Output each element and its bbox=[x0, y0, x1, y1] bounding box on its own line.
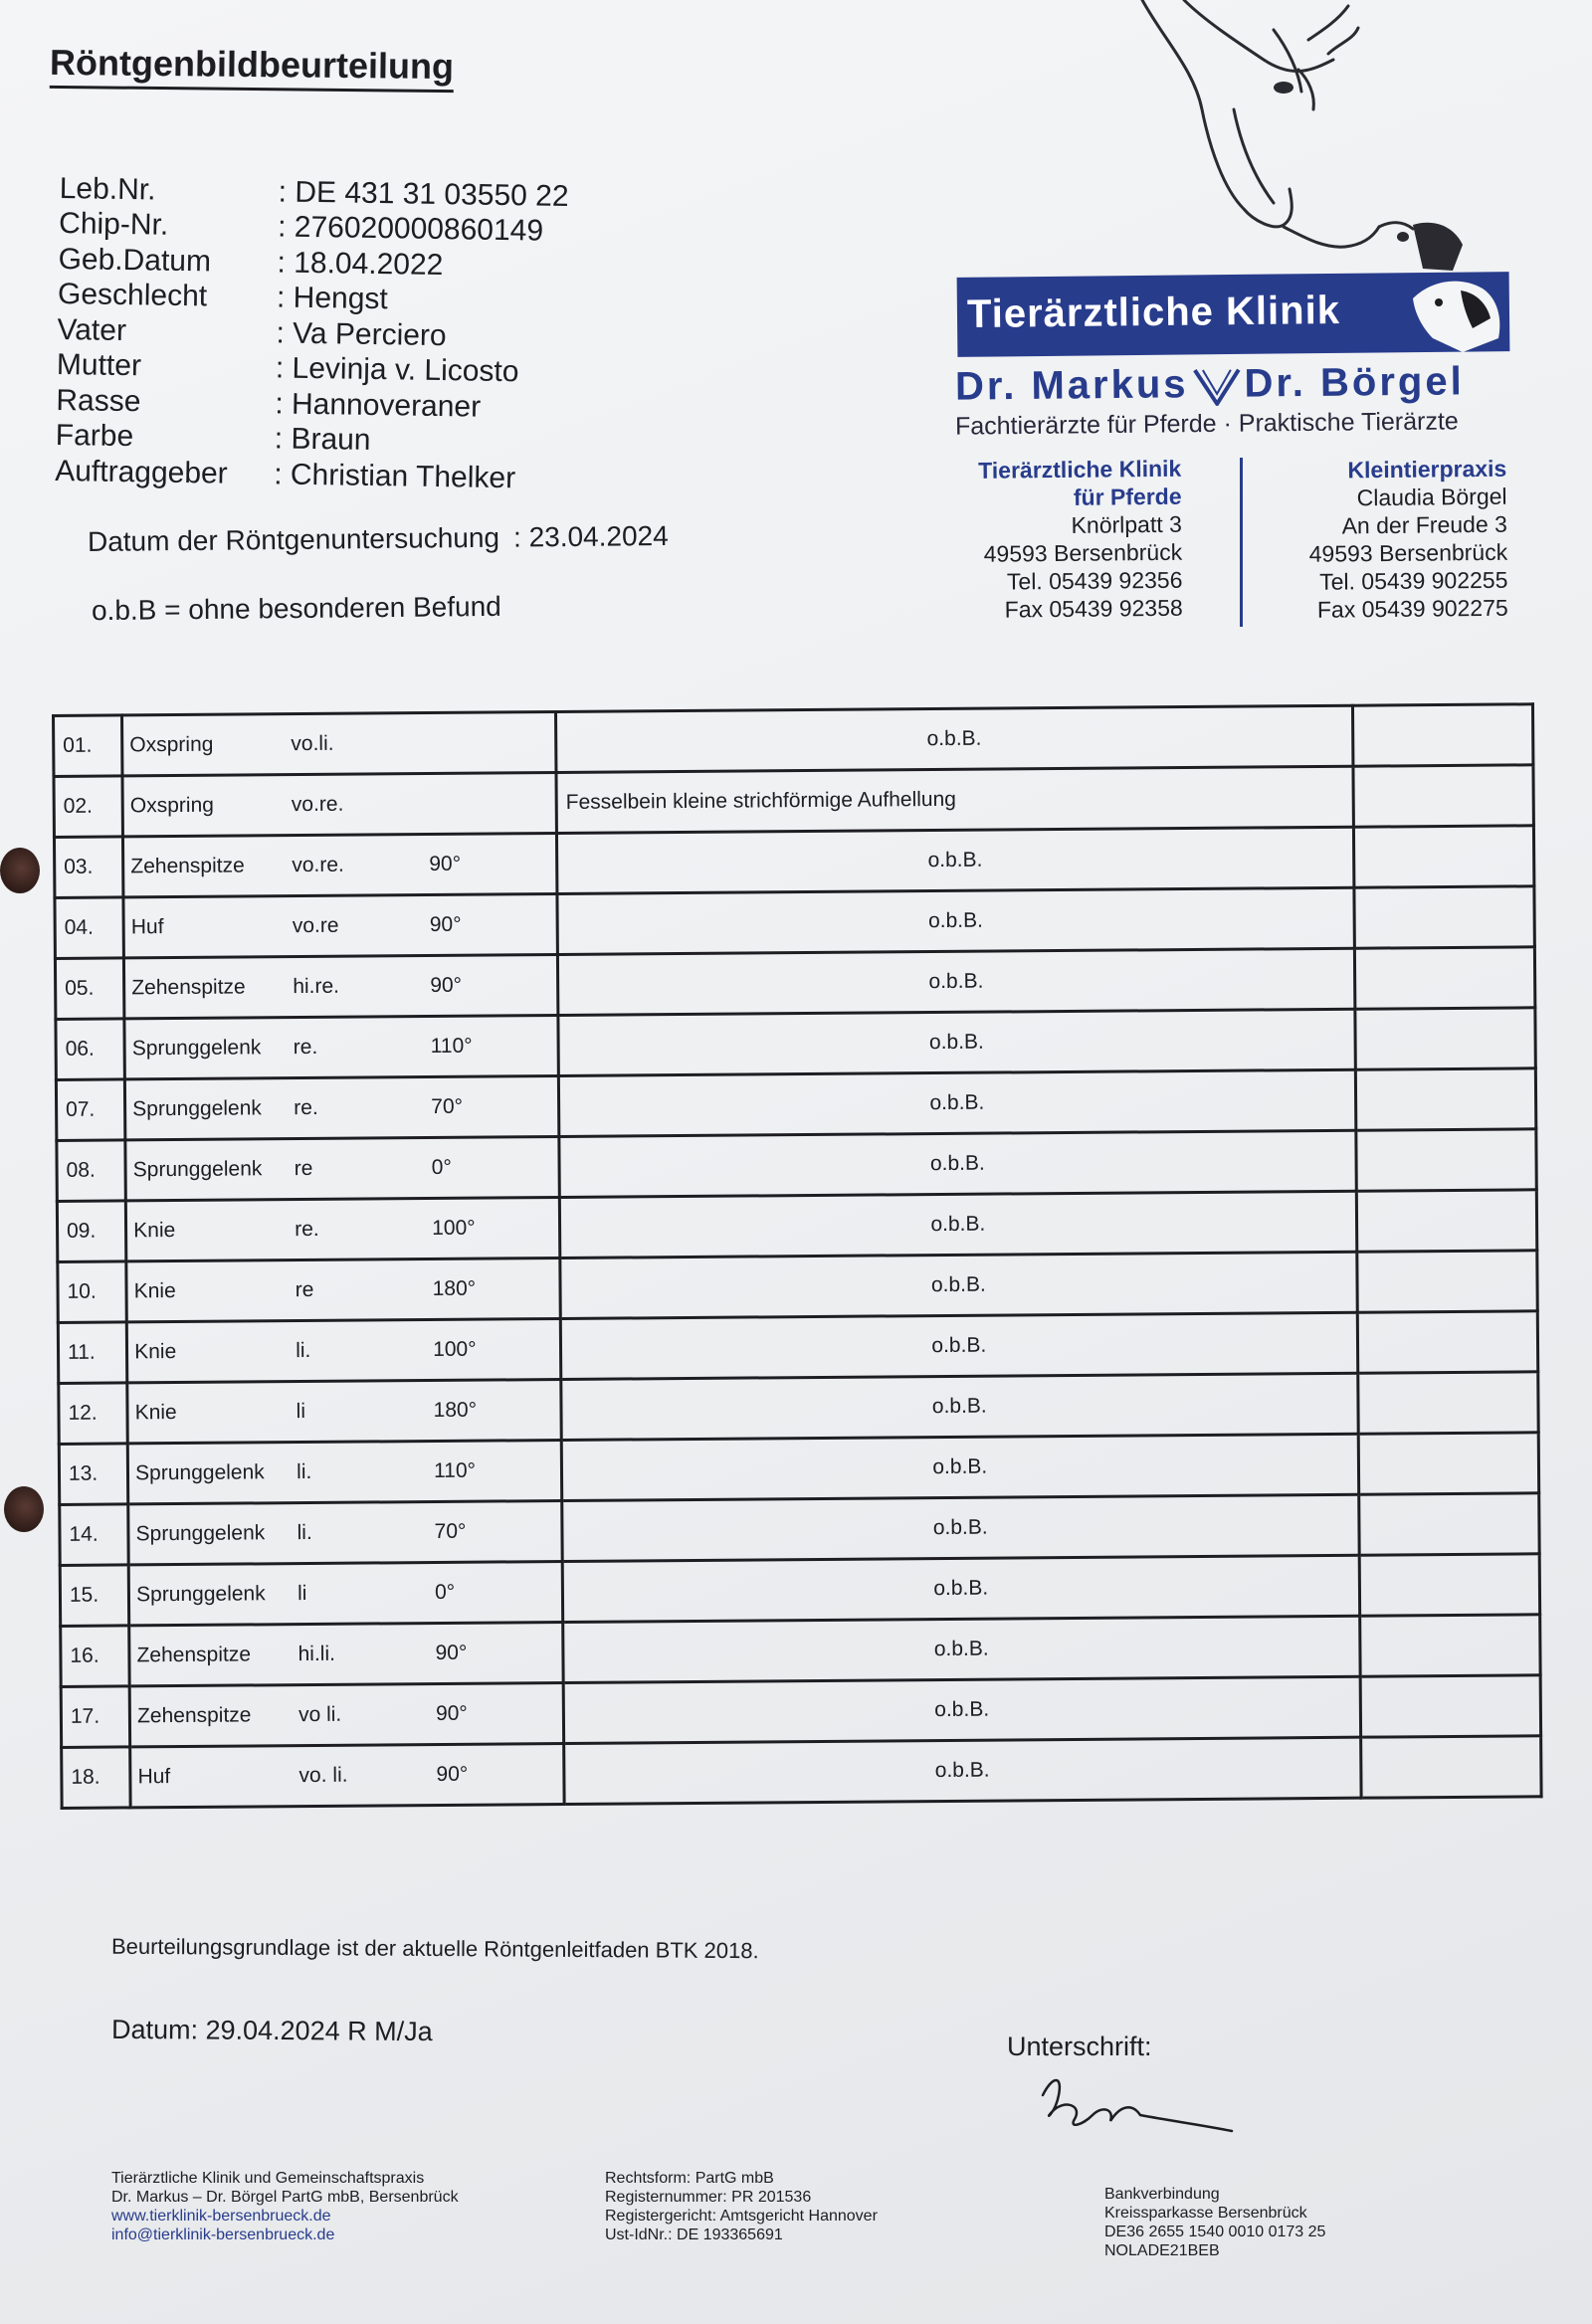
row-description bbox=[129, 1682, 563, 1746]
row-number: 01. bbox=[54, 715, 123, 777]
row-blank-cell bbox=[1360, 1675, 1541, 1737]
row-description bbox=[125, 1076, 559, 1140]
clinic-banner-title: Tierärztliche Klinik bbox=[966, 289, 1341, 336]
info-value: : Braun bbox=[274, 422, 371, 458]
info-value: : Va Perciero bbox=[276, 316, 447, 352]
row-result: o.b.B. bbox=[563, 1616, 1360, 1682]
row-region: Zehenspitze bbox=[131, 975, 246, 1000]
row-region: Huf bbox=[137, 1765, 171, 1789]
row-description bbox=[124, 1016, 558, 1079]
row-number: 03. bbox=[54, 837, 123, 898]
address-phone: Tel. 05439 92356 bbox=[1006, 566, 1183, 595]
row-number: 02. bbox=[54, 776, 123, 838]
row-blank-cell bbox=[1359, 1615, 1540, 1676]
row-side: li. bbox=[296, 1338, 311, 1363]
row-description bbox=[125, 1137, 559, 1201]
row-number: 10. bbox=[58, 1261, 127, 1323]
row-angle: 0° bbox=[434, 1580, 456, 1605]
row-number: 13. bbox=[59, 1444, 128, 1505]
footer-line: Ust-IdNr.: DE 193365691 bbox=[605, 2227, 783, 2243]
info-label: Mutter bbox=[56, 348, 142, 383]
info-label: Geschlecht bbox=[57, 278, 208, 313]
footer-line: DE36 2655 1540 0010 0173 25 bbox=[1104, 2224, 1326, 2240]
row-region: Sprunggelenk bbox=[132, 1096, 262, 1121]
address-street: An der Freude 3 bbox=[1341, 510, 1507, 539]
row-result: o.b.B. bbox=[555, 705, 1352, 772]
row-side: vo li. bbox=[298, 1702, 342, 1727]
footer-line: NOLADE21BEB bbox=[1104, 2242, 1220, 2259]
row-result: o.b.B. bbox=[564, 1737, 1361, 1804]
findings-table-container bbox=[52, 702, 1543, 1810]
row-blank-cell bbox=[1355, 1129, 1536, 1191]
row-description bbox=[128, 1500, 562, 1564]
row-blank-cell bbox=[1358, 1493, 1539, 1555]
row-blank-cell bbox=[1353, 826, 1534, 887]
row-number: 16. bbox=[61, 1626, 130, 1687]
row-blank-cell bbox=[1352, 704, 1533, 766]
row-description bbox=[129, 1622, 563, 1685]
row-region: Sprunggelenk bbox=[135, 1460, 265, 1485]
row-result: o.b.B. bbox=[563, 1676, 1360, 1743]
address-divider bbox=[1240, 458, 1243, 627]
row-description bbox=[122, 712, 556, 776]
row-number: 14. bbox=[60, 1504, 129, 1566]
info-label: Geb.Datum bbox=[58, 242, 212, 279]
row-region: Knie bbox=[133, 1279, 176, 1303]
row-side: re bbox=[295, 1277, 314, 1302]
clinic-specialty: Fachtierärzte für Pferde · Praktische Tierärzte bbox=[954, 407, 1459, 441]
info-value: : 276020000860149 bbox=[277, 210, 544, 248]
row-angle: 90° bbox=[436, 1762, 469, 1786]
row-angle: 110° bbox=[434, 1458, 477, 1483]
assessment-basis: Beurteilungsgrundlage ist der aktuelle Röntgenleitfaden BTK 2018. bbox=[110, 1933, 759, 1964]
info-value: : Christian Thelker bbox=[273, 458, 516, 494]
row-description bbox=[127, 1440, 561, 1503]
row-blank-cell bbox=[1353, 765, 1534, 827]
row-blank-cell bbox=[1356, 1190, 1537, 1252]
info-value: : Levinja v. Licosto bbox=[275, 351, 519, 389]
row-number: 08. bbox=[57, 1140, 126, 1202]
punch-hole bbox=[4, 1486, 44, 1532]
row-blank-cell bbox=[1360, 1736, 1541, 1798]
row-region: Zehenspitze bbox=[136, 1703, 252, 1728]
findings-row bbox=[62, 1736, 1541, 1809]
row-angle: 100° bbox=[432, 1216, 476, 1241]
row-angle bbox=[429, 803, 528, 804]
row-region: Knie bbox=[133, 1219, 176, 1243]
row-region: Oxspring bbox=[129, 793, 214, 818]
row-description bbox=[127, 1380, 561, 1444]
info-value: : 18.04.2022 bbox=[277, 246, 444, 282]
footer-email-link[interactable]: info@tierklinik-bersenbrueck.de bbox=[111, 2227, 335, 2243]
row-angle: 90° bbox=[430, 973, 463, 998]
row-region: Huf bbox=[130, 915, 164, 939]
row-angle: 70° bbox=[434, 1519, 467, 1544]
row-description bbox=[126, 1319, 560, 1383]
row-number: 17. bbox=[61, 1686, 130, 1748]
row-side: re. bbox=[294, 1095, 318, 1120]
row-side: re bbox=[294, 1156, 313, 1181]
address-fax: Fax 05439 92358 bbox=[1004, 594, 1183, 623]
row-side: vo.li. bbox=[291, 731, 334, 756]
row-result: Fesselbein kleine strichförmige Aufhellung bbox=[556, 766, 1353, 833]
document-title: Röntgenbildbeurteilung bbox=[50, 42, 454, 93]
exam-date-label: Datum der Röntgenuntersuchung bbox=[87, 521, 500, 558]
row-angle bbox=[428, 742, 527, 743]
row-result: o.b.B. bbox=[561, 1373, 1358, 1440]
row-description bbox=[125, 1198, 559, 1261]
footer-clinic bbox=[111, 2169, 459, 2244]
doctor-left: Dr. Markus bbox=[954, 362, 1189, 409]
row-result: o.b.B. bbox=[559, 1130, 1356, 1197]
address-city: 49593 Bersenbrück bbox=[983, 538, 1183, 567]
row-angle: 90° bbox=[435, 1701, 468, 1725]
row-number: 12. bbox=[59, 1383, 128, 1445]
row-blank-cell bbox=[1356, 1251, 1537, 1312]
address-name: Claudia Börgel bbox=[1356, 483, 1507, 511]
horse-info-row bbox=[55, 454, 564, 497]
footer-line: Kreissparkasse Bersenbrück bbox=[1104, 2205, 1307, 2222]
info-label: Farbe bbox=[55, 419, 134, 454]
vet-v-logo-icon bbox=[1192, 366, 1240, 407]
info-label: Vater bbox=[57, 312, 127, 347]
row-result: o.b.B. bbox=[556, 827, 1353, 893]
row-description bbox=[123, 834, 557, 897]
footer-line: Registernummer: PR 201536 bbox=[605, 2189, 812, 2206]
row-region: Zehenspitze bbox=[130, 854, 245, 878]
address-phone: Tel. 05439 902255 bbox=[1319, 566, 1508, 595]
row-number: 15. bbox=[60, 1565, 129, 1627]
dog-head-icon bbox=[1403, 269, 1512, 354]
row-blank-cell bbox=[1359, 1554, 1540, 1616]
row-result: o.b.B. bbox=[557, 887, 1354, 954]
footer-line: Rechtsform: PartG mbB bbox=[605, 2170, 774, 2187]
row-blank-cell bbox=[1357, 1372, 1538, 1434]
row-result: o.b.B. bbox=[558, 1069, 1355, 1136]
row-number: 04. bbox=[55, 897, 124, 959]
row-region: Oxspring bbox=[129, 732, 214, 757]
row-result: o.b.B. bbox=[562, 1555, 1359, 1622]
clinic-address-horses bbox=[934, 455, 1183, 625]
row-number: 07. bbox=[56, 1079, 125, 1141]
row-angle: 70° bbox=[431, 1094, 464, 1119]
findings-table bbox=[52, 702, 1543, 1810]
info-label: Chip-Nr. bbox=[58, 207, 169, 242]
row-blank-cell bbox=[1354, 947, 1535, 1009]
row-blank-cell bbox=[1357, 1311, 1538, 1373]
row-side: re. bbox=[293, 1035, 318, 1060]
row-blank-cell bbox=[1354, 886, 1535, 948]
row-side: vo. li. bbox=[298, 1763, 348, 1788]
row-angle: 90° bbox=[435, 1641, 468, 1665]
footer-bank bbox=[1104, 2185, 1325, 2260]
row-side: hi.li. bbox=[298, 1642, 335, 1666]
horse-info bbox=[55, 171, 569, 497]
row-blank-cell bbox=[1355, 1068, 1536, 1130]
row-number: 18. bbox=[62, 1747, 131, 1809]
address-street: Knörlpatt 3 bbox=[1071, 510, 1182, 538]
row-blank-cell bbox=[1354, 1008, 1535, 1069]
row-number: 09. bbox=[57, 1201, 126, 1262]
row-angle: 0° bbox=[431, 1155, 452, 1180]
row-region: Sprunggelenk bbox=[135, 1521, 266, 1546]
footer-website-link[interactable]: www.tierklinik-bersenbrueck.de bbox=[111, 2208, 331, 2225]
row-result: o.b.B. bbox=[558, 1009, 1355, 1075]
row-angle: 100° bbox=[433, 1337, 477, 1362]
row-blank-cell bbox=[1358, 1433, 1539, 1494]
row-description bbox=[124, 955, 558, 1019]
row-side: re. bbox=[295, 1217, 319, 1242]
row-side: hi.re. bbox=[293, 974, 340, 999]
row-side: li. bbox=[297, 1459, 312, 1484]
info-label: Auftraggeber bbox=[55, 454, 228, 490]
row-result: o.b.B. bbox=[559, 1191, 1356, 1258]
row-number: 06. bbox=[56, 1019, 125, 1080]
row-side: li bbox=[296, 1400, 306, 1424]
row-side: vo.re. bbox=[292, 853, 344, 877]
info-value: : DE 431 31 03550 22 bbox=[278, 175, 569, 213]
row-side: vo.re bbox=[292, 913, 339, 938]
row-region: Sprunggelenk bbox=[132, 1157, 263, 1182]
info-label: Leb.Nr. bbox=[59, 171, 156, 207]
doctor-right: Dr. Börgel bbox=[1244, 359, 1465, 406]
row-result: o.b.B. bbox=[560, 1252, 1357, 1318]
row-region: Knie bbox=[134, 1340, 177, 1364]
row-description bbox=[130, 1743, 564, 1807]
row-description bbox=[128, 1561, 562, 1625]
footer-line: Registergericht: Amtsgericht Hannover bbox=[605, 2208, 878, 2225]
row-region: Knie bbox=[134, 1401, 177, 1425]
address-fax: Fax 05439 902275 bbox=[1316, 594, 1508, 623]
row-angle: 110° bbox=[430, 1034, 473, 1059]
footer-line: Tierärztliche Klinik und Gemeinschaftspraxis bbox=[111, 2170, 425, 2187]
row-angle: 90° bbox=[429, 852, 462, 876]
row-number: 05. bbox=[55, 958, 124, 1020]
row-number: 11. bbox=[58, 1322, 127, 1384]
row-side: li bbox=[297, 1582, 307, 1606]
clinic-doctors bbox=[955, 359, 1465, 409]
row-description bbox=[123, 894, 557, 958]
row-side: li. bbox=[297, 1520, 312, 1545]
report-date: Datum: 29.04.2024 R M/Ja bbox=[110, 2014, 433, 2047]
footer-legal bbox=[605, 2169, 878, 2244]
row-angle: 180° bbox=[433, 1398, 478, 1423]
address-heading: für Pferde bbox=[1073, 483, 1182, 510]
row-region: Sprunggelenk bbox=[135, 1582, 266, 1607]
address-heading: Kleintierpraxis bbox=[1347, 455, 1507, 484]
address-city: 49593 Bersenbrück bbox=[1308, 538, 1508, 567]
info-label: Rasse bbox=[56, 383, 141, 419]
info-value: : Hengst bbox=[276, 281, 389, 316]
row-angle: 90° bbox=[429, 912, 462, 937]
exam-date-value: : 23.04.2024 bbox=[512, 519, 669, 553]
handwritten-signature bbox=[1023, 2065, 1252, 2145]
clinic-address-small-animals bbox=[1263, 455, 1508, 625]
address-heading: Tierärztliche Klinik bbox=[978, 455, 1182, 484]
row-region: Zehenspitze bbox=[136, 1643, 252, 1667]
row-result: o.b.B. bbox=[561, 1434, 1358, 1500]
info-value: : Hannoveraner bbox=[275, 387, 482, 424]
punch-hole bbox=[0, 848, 40, 893]
footer-line: Bankverbindung bbox=[1104, 2186, 1220, 2203]
row-result: o.b.B. bbox=[562, 1494, 1359, 1561]
row-description bbox=[126, 1259, 560, 1322]
row-angle: 180° bbox=[432, 1276, 477, 1301]
row-region: Sprunggelenk bbox=[131, 1036, 262, 1061]
row-result: o.b.B. bbox=[560, 1312, 1357, 1379]
exam-date bbox=[88, 520, 669, 558]
horse-dog-logo-icon bbox=[1124, 0, 1522, 298]
abbreviation-legend: o.b.B = ohne besonderen Befund bbox=[91, 590, 501, 627]
row-side: vo.re. bbox=[291, 792, 344, 817]
row-description bbox=[122, 773, 556, 837]
footer-line: Dr. Markus – Dr. Börgel PartG mbB, Bersenbrück bbox=[111, 2189, 459, 2206]
signature-label: Unterschrift: bbox=[1007, 2032, 1152, 2061]
row-result: o.b.B. bbox=[557, 948, 1354, 1015]
